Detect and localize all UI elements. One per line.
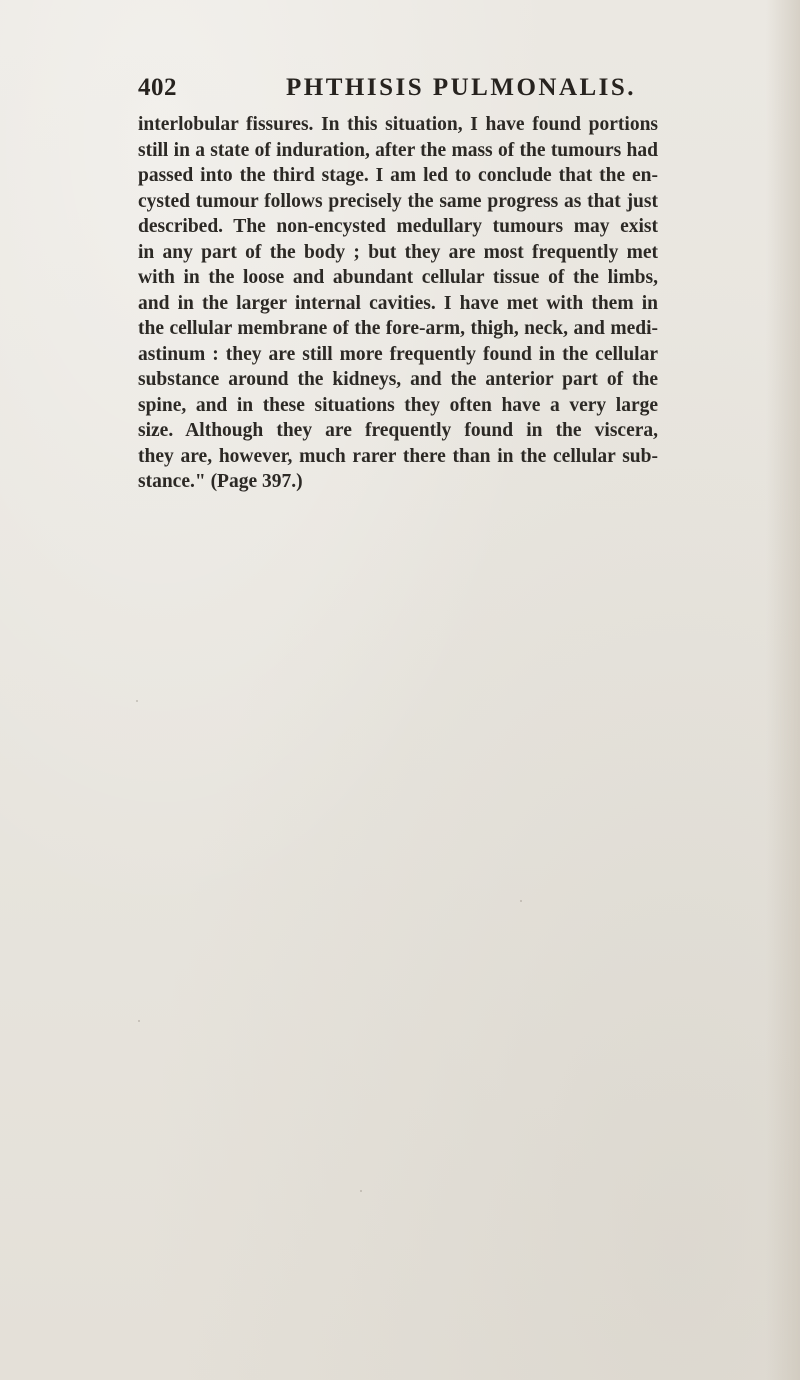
paper-speck <box>136 700 138 702</box>
text-line: interlobular fissures. In this situation, I have found portions <box>138 114 658 135</box>
page-number: 402 <box>138 74 177 101</box>
text-line: astinum : they are still more frequently found in the cellular <box>138 343 658 365</box>
paper-speck <box>520 900 522 902</box>
paper-speck <box>138 1020 140 1022</box>
text-line: with in the loose and abundant cellular tissue of the limbs, <box>138 267 658 288</box>
text-line: still in a state of induration, after the mass of the tumours had <box>138 139 658 161</box>
text-line: in any part of the body ; but they are most frequently met <box>138 241 658 263</box>
page-edge-shadow <box>766 0 800 1380</box>
text-line: size. Although they are frequently found in the viscera, <box>138 420 658 441</box>
text-line: they are, however, much rarer there than in the cellular sub- <box>138 445 658 467</box>
text-line: the cellular membrane of the fore-arm, thigh, neck, and medi- <box>138 318 658 339</box>
text-line: passed into the third stage. I am led to conclude that the en- <box>138 165 658 186</box>
running-head: PHTHISIS PULMONALIS. <box>286 74 637 101</box>
text-line: cysted tumour follows precisely the same progress as that just <box>138 190 658 212</box>
text-line: stance." (Page 397.) <box>138 471 303 492</box>
text-line: and in the larger internal cavities. I have met with them in <box>138 292 658 314</box>
text-line: substance around the kidneys, and the anterior part of the <box>138 369 658 390</box>
page-header <box>138 74 658 114</box>
text-line: described. The non-encysted medullary tumours may exist <box>138 216 658 237</box>
body-paragraph <box>138 112 658 495</box>
text-line: spine, and in these situations they often have a very large <box>138 394 658 416</box>
paper-speck <box>360 1190 362 1192</box>
